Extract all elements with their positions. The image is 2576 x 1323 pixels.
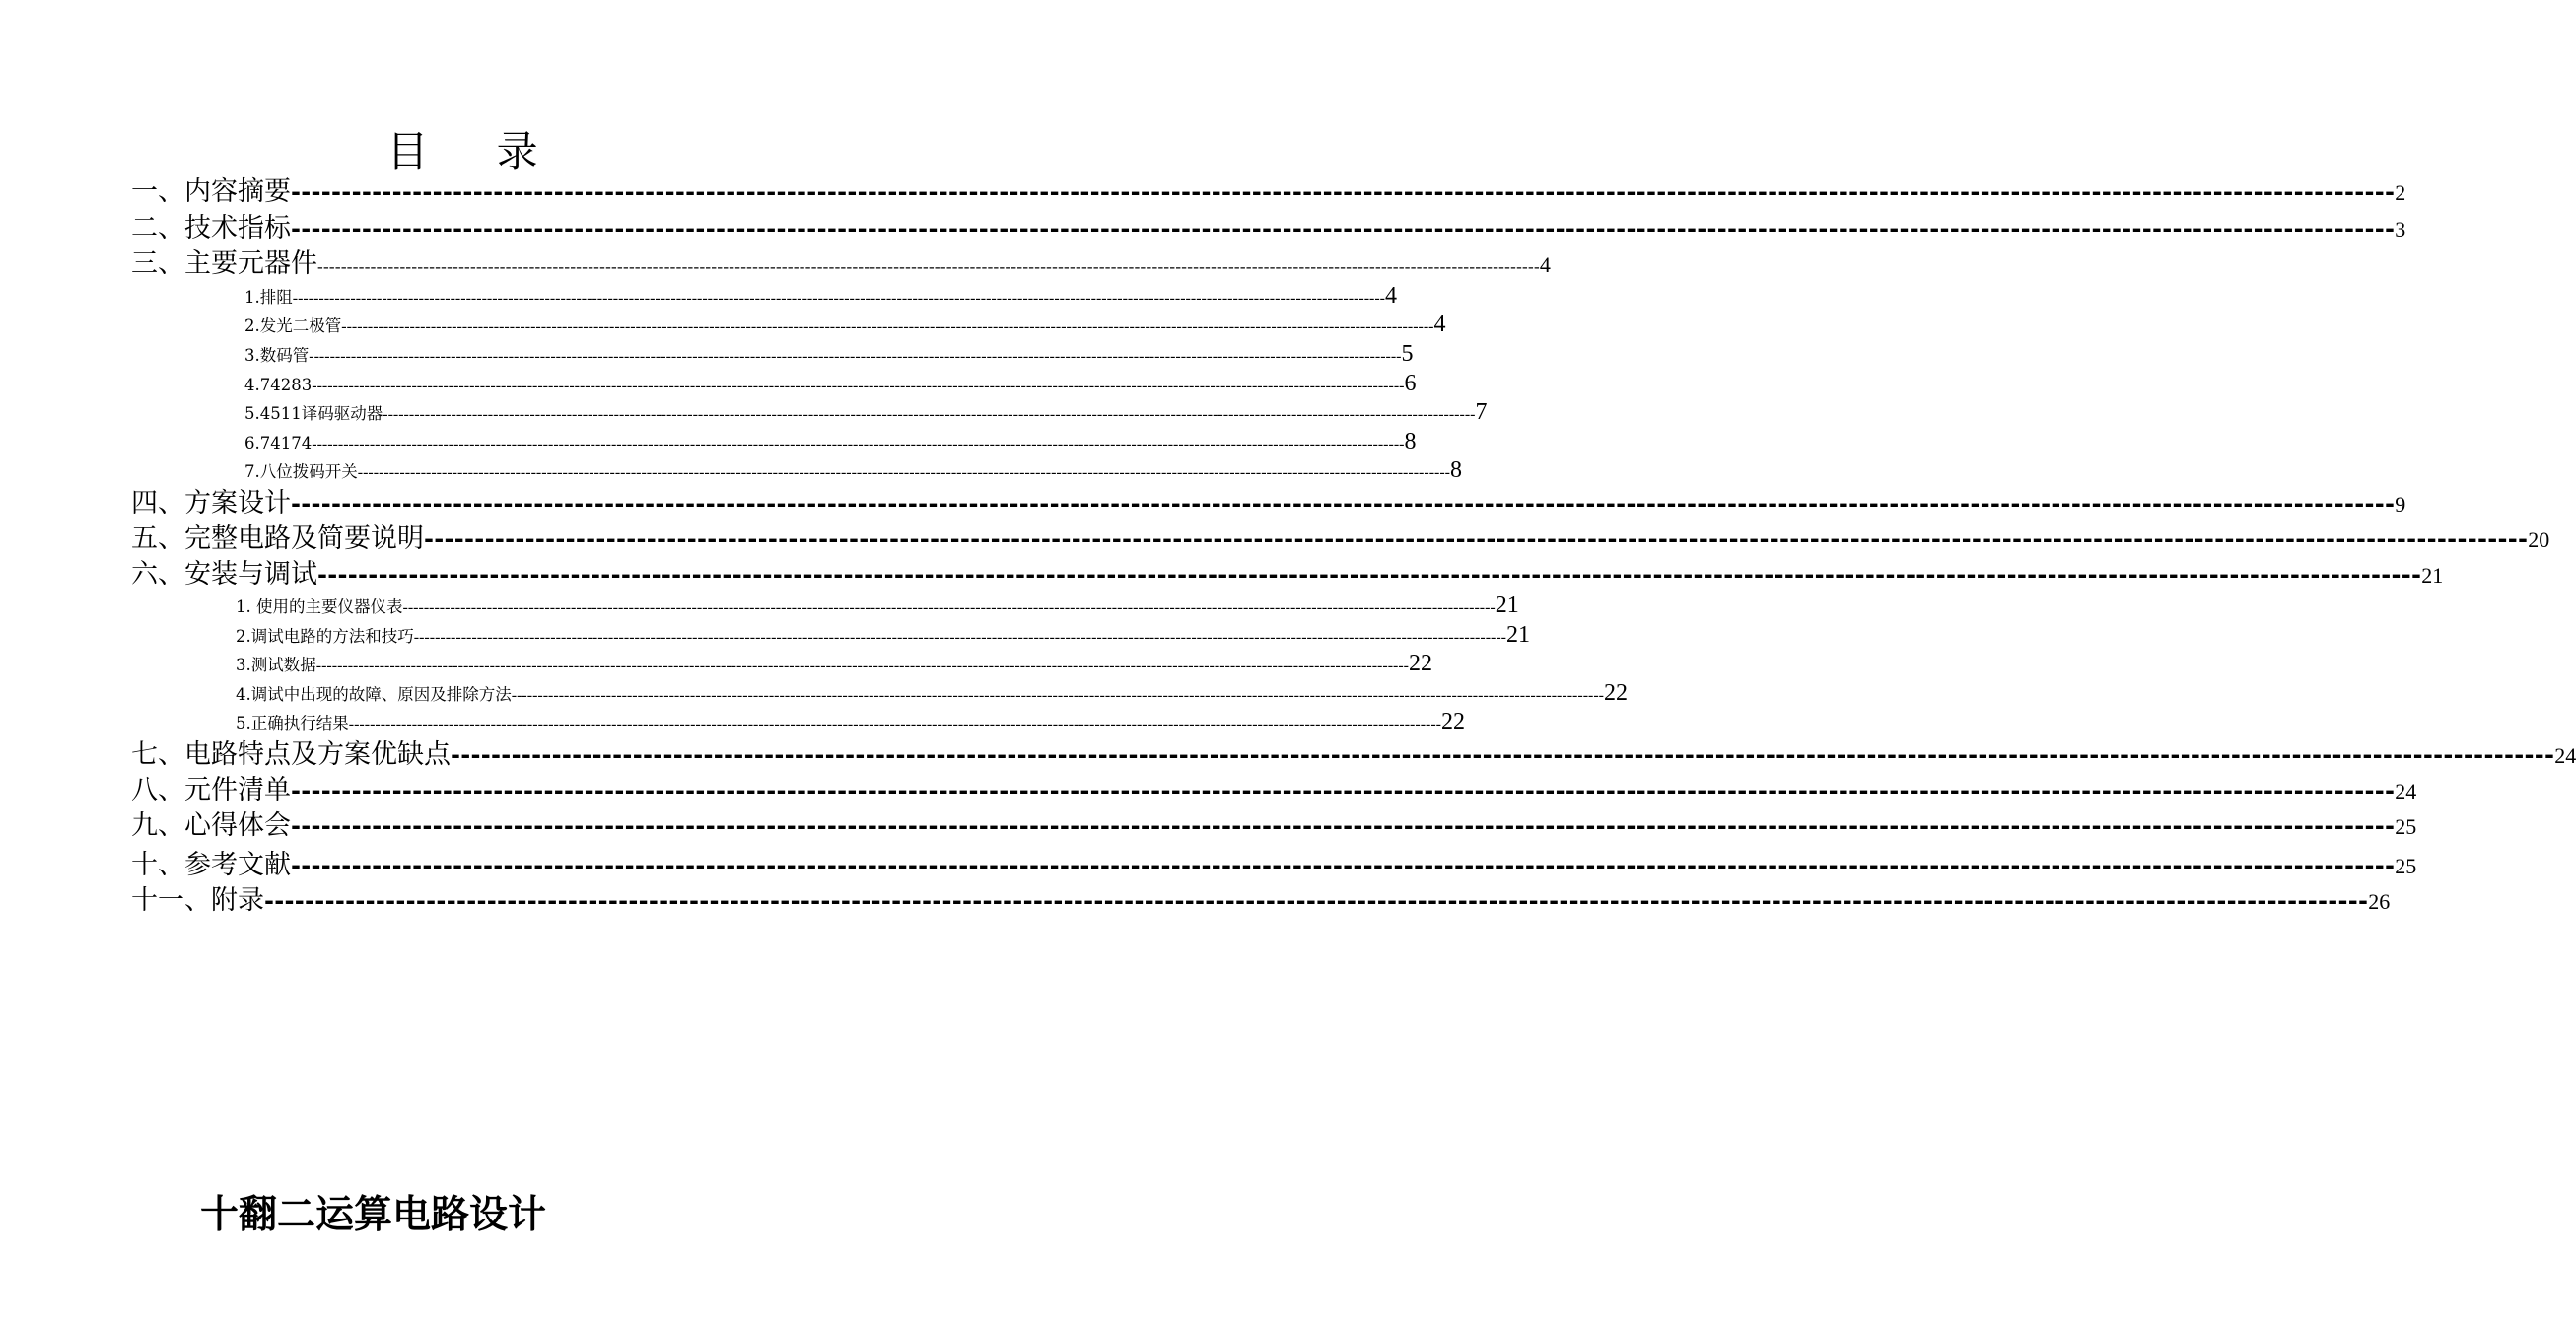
toc-leader: ---------------------------------------------------------------------------------------------------------------------------------------------------------------------------------------------------------------- — [291, 777, 2396, 804]
toc-entry-label: 一、内容摘要 — [131, 176, 291, 207]
document-title: 十翻二运算电路设计 — [200, 1193, 547, 1237]
toc-entry-page: 24 — [2554, 743, 2576, 768]
toc-subentry-3-6[interactable] — [244, 428, 1417, 455]
toc-entry-11[interactable] — [131, 884, 2391, 918]
toc-entry-label: 五、完整电路及简要说明 — [131, 523, 424, 554]
toc-entry-label: 六、安装与调试 — [131, 559, 317, 590]
toc-entry-page: 20 — [2528, 527, 2550, 552]
toc-entry-label: 三、主要元器件 — [131, 248, 317, 279]
toc-subentry-6-5[interactable] — [236, 708, 1465, 735]
toc-leader: ---------------------------------------------------------------------------------------------------------------------------------------------------------------------------------------------------------------- — [317, 561, 2422, 589]
toc-entry-1[interactable] — [131, 175, 2406, 209]
toc-subentry-3-4[interactable] — [244, 370, 1417, 397]
toc-leader: ---------------------------------------------------------------------------------------------------------------------------------------------------------------------------------------------------------------- — [292, 290, 1385, 307]
toc-entry-label: 八、元件清单 — [131, 775, 291, 805]
toc-entry-label: 4.74283 — [244, 376, 313, 394]
toc-leader: ---------------------------------------------------------------------------------------------------------------------------------------------------------------------------------------------------------------- — [402, 599, 1496, 616]
toc-entry-page: 22 — [1604, 680, 1628, 706]
toc-entry-page: 9 — [2395, 492, 2406, 517]
toc-leader: ---------------------------------------------------------------------------------------------------------------------------------------------------------------------------------------------------------------- — [291, 215, 2396, 243]
toc-leader: ---------------------------------------------------------------------------------------------------------------------------------------------------------------------------------------------------------------- — [291, 178, 2396, 206]
toc-leader: ---------------------------------------------------------------------------------------------------------------------------------------------------------------------------------------------------------------- — [309, 348, 1402, 365]
toc-entry-page: 8 — [1404, 429, 1417, 454]
toc-subentry-6-3[interactable] — [236, 650, 1432, 677]
toc-leader: ---------------------------------------------------------------------------------------------------------------------------------------------------------------------------------------------------------------- — [413, 629, 1506, 646]
toc-entry-page: 4 — [1433, 312, 1446, 337]
toc-leader: ---------------------------------------------------------------------------------------------------------------------------------------------------------------------------------------------------------------- — [312, 436, 1405, 453]
toc-entry-label: 6.74174 — [244, 434, 313, 453]
toc-entry-page: 21 — [1495, 592, 1519, 618]
toc-entry-label: 4.调试中出现的故障、原因及排除方法 — [236, 685, 512, 704]
toc-entry-page: 22 — [1409, 651, 1432, 676]
toc-entry-page: 4 — [1539, 252, 1551, 277]
toc-entry-10[interactable] — [131, 849, 2417, 882]
toc-entry-7[interactable] — [131, 738, 2576, 772]
toc-entry-page: 25 — [2395, 854, 2417, 878]
toc-entry-page: 5 — [1401, 341, 1414, 367]
toc-subentry-6-4[interactable] — [236, 679, 1628, 707]
toc-subentry-6-2[interactable] — [236, 621, 1530, 649]
toc-entry-label: 四、方案设计 — [131, 488, 291, 519]
toc-entry-9[interactable] — [131, 809, 2417, 843]
toc-entry-6[interactable] — [131, 558, 2444, 592]
toc-leader: ---------------------------------------------------------------------------------------------------------------------------------------------------------------------------------------------------------------- — [451, 741, 2555, 769]
toc-heading: 目 录 — [386, 127, 566, 175]
toc-entry-page: 21 — [2421, 563, 2444, 588]
toc-entry-page: 21 — [1506, 622, 1530, 648]
toc-subentry-3-5[interactable] — [244, 398, 1488, 426]
toc-entry-label: 3.数码管 — [244, 346, 310, 365]
toc-entry-label: 2.发光二极管 — [244, 316, 342, 335]
toc-leader: ---------------------------------------------------------------------------------------------------------------------------------------------------------------------------------------------------------------- — [357, 464, 1450, 481]
toc-entry-page: 2 — [2395, 180, 2406, 205]
toc-entry-label: 九、心得体会 — [131, 810, 291, 841]
toc-subentry-3-2[interactable] — [244, 311, 1446, 338]
toc-entry-4[interactable] — [131, 487, 2406, 521]
toc-entry-label: 十、参考文献 — [131, 850, 291, 880]
toc-leader: ---------------------------------------------------------------------------------------------------------------------------------------------------------------------------------------------------------------- — [291, 490, 2396, 518]
toc-leader: ---------------------------------------------------------------------------------------------------------------------------------------------------------------------------------------------------------------- — [317, 257, 1540, 276]
toc-entry-label: 1.排阻 — [244, 288, 293, 307]
toc-leader: ---------------------------------------------------------------------------------------------------------------------------------------------------------------------------------------------------------------- — [511, 687, 1604, 704]
toc-entry-page: 25 — [2395, 814, 2417, 839]
toc-entry-page: 3 — [2395, 217, 2406, 242]
toc-subentry-3-7[interactable] — [244, 456, 1462, 484]
toc-entry-label: 2.调试电路的方法和技巧 — [236, 627, 414, 646]
toc-leader: ---------------------------------------------------------------------------------------------------------------------------------------------------------------------------------------------------------------- — [264, 887, 2369, 915]
toc-leader: ---------------------------------------------------------------------------------------------------------------------------------------------------------------------------------------------------------------- — [348, 716, 1441, 732]
toc-subentry-6-1[interactable] — [236, 592, 1519, 619]
toc-entry-label: 7.八位拨码开关 — [244, 462, 358, 481]
toc-leader: ---------------------------------------------------------------------------------------------------------------------------------------------------------------------------------------------------------------- — [341, 318, 1434, 335]
toc-entry-8[interactable] — [131, 774, 2417, 807]
toc-entry-label: 5.4511译码驱动器 — [244, 404, 383, 423]
toc-leader: ---------------------------------------------------------------------------------------------------------------------------------------------------------------------------------------------------------------- — [424, 525, 2529, 553]
toc-entry-page: 8 — [1450, 457, 1462, 483]
toc-entry-label: 二、技术指标 — [131, 213, 291, 244]
toc-entry-label: 七、电路特点及方案优缺点 — [131, 739, 451, 770]
toc-entry-5[interactable] — [131, 522, 2550, 556]
toc-leader: ---------------------------------------------------------------------------------------------------------------------------------------------------------------------------------------------------------------- — [291, 812, 2396, 840]
toc-entry-page: 4 — [1385, 283, 1397, 309]
toc-leader: ---------------------------------------------------------------------------------------------------------------------------------------------------------------------------------------------------------------- — [315, 658, 1409, 674]
toc-subentry-3-1[interactable] — [244, 282, 1397, 310]
toc-entry-page: 6 — [1404, 371, 1417, 396]
toc-entry-label: 5.正确执行结果 — [236, 714, 349, 732]
toc-entry-label: 3.测试数据 — [236, 656, 316, 674]
toc-entry-label: 十一、附录 — [131, 885, 264, 916]
toc-leader: ---------------------------------------------------------------------------------------------------------------------------------------------------------------------------------------------------------------- — [383, 406, 1476, 423]
toc-leader: ---------------------------------------------------------------------------------------------------------------------------------------------------------------------------------------------------------------- — [312, 378, 1405, 394]
toc-entry-2[interactable] — [131, 212, 2406, 245]
toc-leader: ---------------------------------------------------------------------------------------------------------------------------------------------------------------------------------------------------------------- — [291, 852, 2396, 879]
toc-entry-3[interactable] — [131, 247, 1551, 281]
toc-entry-page: 24 — [2395, 779, 2417, 803]
toc-entry-page: 22 — [1441, 709, 1465, 734]
toc-entry-page: 7 — [1475, 399, 1488, 425]
toc-entry-page: 26 — [2368, 889, 2391, 914]
toc-subentry-3-3[interactable] — [244, 340, 1414, 368]
toc-entry-label: 1. 使用的主要仪器仪表 — [236, 597, 403, 616]
